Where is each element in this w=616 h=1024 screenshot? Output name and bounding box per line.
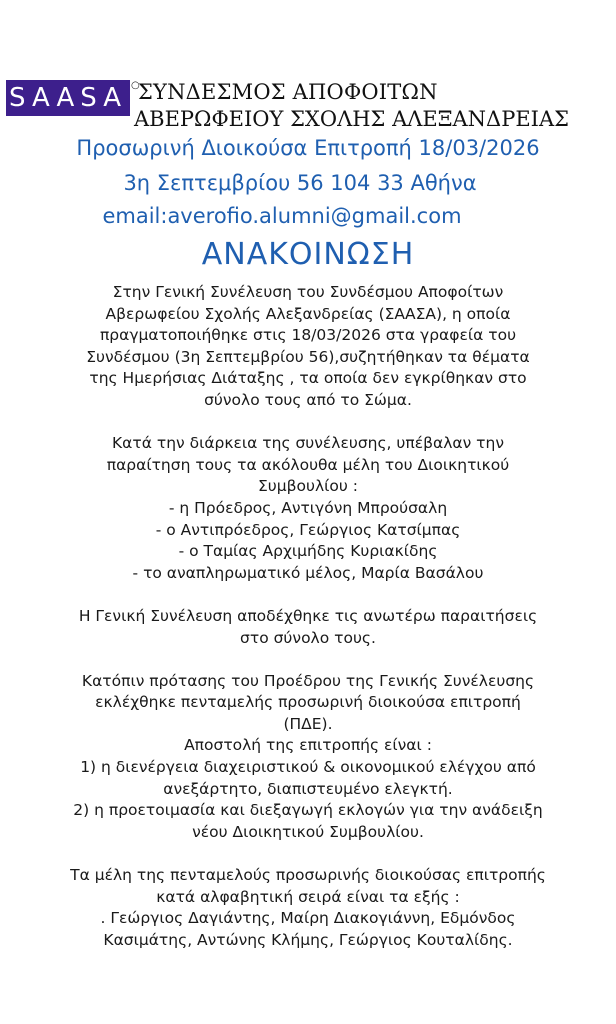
text-line: Συμβουλίου :: [258, 477, 358, 496]
text-line: Κατά την διάρκεια της συνέλευσης, υπέβαλαν την: [112, 434, 504, 453]
paragraph-gap: [8, 843, 608, 865]
paragraph: [8, 433, 608, 584]
paragraph-gap: [8, 584, 608, 606]
text-line: στο σύνολο τους.: [240, 628, 376, 647]
registered-mark: ○: [131, 80, 140, 91]
paragraph: [8, 606, 608, 649]
paragraph: [8, 282, 608, 412]
org-name-line1: ΣΥΝΔΕΣΜΟΣ ΑΠΟΦΟΙΤΩΝ: [138, 80, 438, 104]
text-line: - ο Αντιπρόεδρος, Γεώργιος Κατσίμπας: [155, 520, 461, 539]
text-line: της Ημερήσιας Διάταξης , τα οποία δεν εγκρίθηκαν στο: [89, 369, 527, 388]
announcement-title: ΑΝΑΚΟΙΝΩΣΗ: [201, 237, 415, 272]
text-line: πραγματοποιήθηκε στις 18/03/2026 στα γραφεία του: [99, 326, 517, 345]
saasa-logo: [6, 80, 130, 116]
text-line: (ΠΔΕ).: [283, 714, 333, 733]
text-line: παραίτηση τους τα ακόλουθα μέλη του Διοικητικού: [106, 455, 510, 474]
paragraph-gap: [8, 412, 608, 434]
text-line: Αποστολή της επιτροπής είναι :: [184, 736, 432, 755]
paragraph: [8, 671, 608, 844]
paragraph-gap: [8, 649, 608, 671]
address-line: 3η Σεπτεμβρίου 56 104 33 Αθήνα: [123, 171, 477, 195]
text-line: εκλέχθηκε πενταμελής προσωρινή διοικούσα επιτροπή: [95, 693, 521, 712]
text-line: νέου Διοικητικού Συμβουλίου.: [192, 822, 424, 841]
text-line: σύνολο τους από το Σώμα.: [204, 390, 412, 409]
announcement-body: [8, 282, 608, 951]
text-line: 2) η προετοιμασία και διεξαγωγή εκλογών για την ανάδειξη: [73, 801, 543, 820]
text-line: Κασιμάτης, Αντώνης Κλήμης, Γεώργιος Κουταλίδης.: [103, 930, 513, 949]
logo-text: SAASA: [8, 83, 128, 113]
text-line: - ο Ταμίας Αρχιμήδης Κυριακίδης: [178, 542, 438, 561]
text-line: Κατόπιν πρότασης του Προέδρου της Γενικής Συνέλευσης: [81, 671, 535, 690]
text-line: 1) η διενέργεια διαχειριστικού & οικονομικού ελέγχου από: [80, 758, 536, 777]
text-line: - το αναπληρωματικό μέλος, Μαρία Βασάλου: [132, 563, 484, 582]
paragraph: [8, 865, 608, 951]
text-line: Στην Γενική Συνέλευση του Συνδέσμου Αποφοίτων: [112, 283, 504, 301]
text-line: Τα μέλη της πενταμελούς προσωρινής διοικούσας επιτροπής: [70, 866, 546, 885]
committee-line: Προσωρινή Διοικούσα Επιτροπή 18/03/2026: [76, 136, 540, 160]
text-line: . Γεώργιος Δαγιάντης, Μαίρη Διακογιάννη, Εδμόνδος: [100, 909, 516, 928]
text-line: - η Πρόεδρος, Αντιγόνη Μπρούσαλη: [168, 498, 448, 517]
text-line: Συνδέσμου (3η Σεπτεμβρίου 56),συζητήθηκαν τα θέματα: [86, 347, 530, 366]
text-line: Αβερωφείου Σχολής Αλεξανδρείας (ΣΑΑΣΑ), η οποία: [105, 304, 511, 323]
email-line: email:averofio.alumni@gmail.com: [102, 204, 462, 228]
text-line: Η Γενική Συνέλευση αποδέχθηκε τις ανωτέρω παραιτήσεις: [78, 606, 538, 625]
text-line: κατά αλφαβητική σειρά είναι τα εξής :: [156, 887, 460, 906]
org-name-line2: ΑΒΕΡΩΦΕΙΟΥ ΣΧΟΛΗΣ ΑΛΕΞΑΝΔΡΕΙΑΣ: [134, 107, 569, 131]
text-line: ανεξάρτητο, διαπιστευμένο ελεγκτή.: [163, 779, 453, 798]
